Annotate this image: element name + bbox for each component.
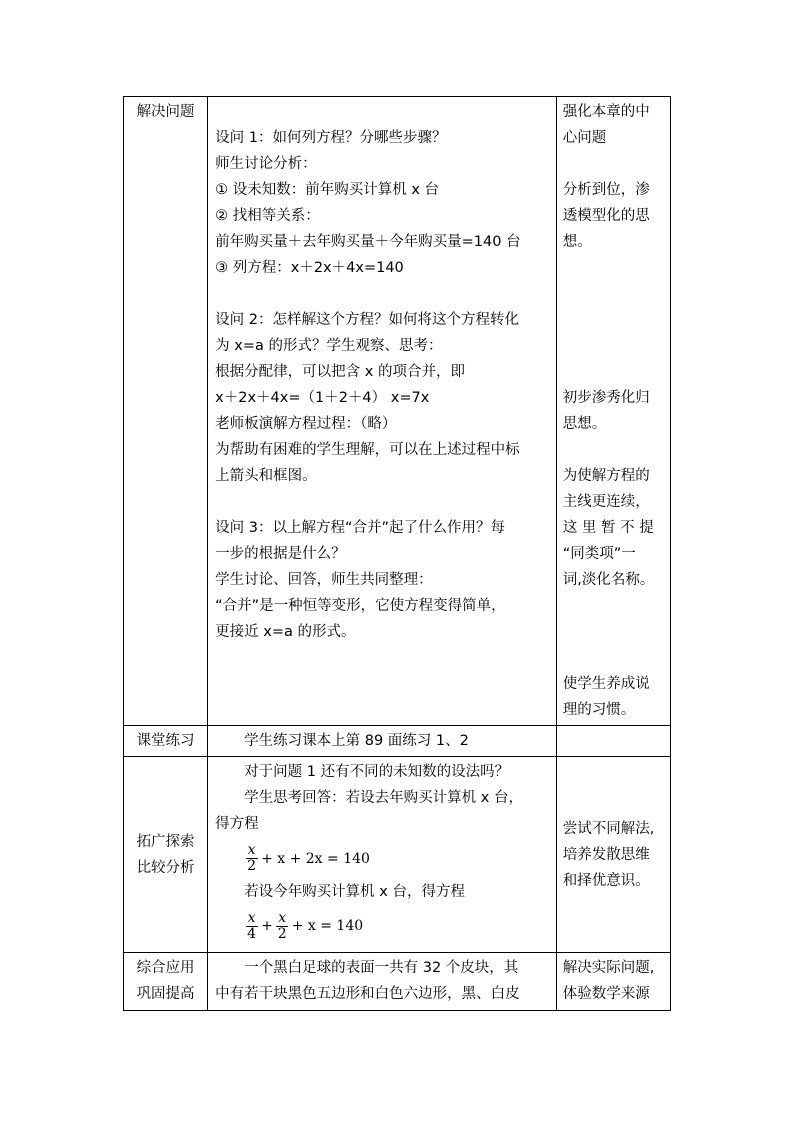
question-2: 设问 2：怎样解这个方程？如何将这个方程转化	[215, 312, 519, 328]
text-line: 得方程	[215, 816, 259, 832]
fraction	[245, 911, 258, 942]
row-practice	[124, 726, 671, 757]
note-line: “同类项”一	[562, 546, 636, 562]
text-line: “合并”是一种恒等变形，它使方程变得简单，	[215, 598, 506, 614]
apply-content	[208, 953, 557, 1011]
text-line: 一步的根据是什么？	[215, 546, 346, 562]
note-line: 培养发散思维	[562, 846, 650, 863]
row-label-apply	[124, 953, 208, 1011]
solve-content	[208, 97, 557, 726]
numerator: x	[278, 909, 287, 926]
text-line: 前年购买量＋去年购买量＋今年购买量=140 台	[215, 234, 521, 250]
apply-notes	[556, 953, 670, 1011]
equation-rest: + x = 140	[291, 918, 364, 934]
step-1: ① 设未知数：前年购买计算机 x 台	[215, 182, 440, 198]
label-text: 课堂练习	[136, 733, 195, 749]
text-line: 对于问题 1 还有不同的未知数的设法吗？	[244, 764, 510, 780]
note-line: 为使解方程的	[562, 468, 650, 484]
note-line: 透模型化的思	[562, 208, 650, 224]
text-line: 上箭头和框图。	[215, 468, 317, 484]
text-line: 若设今年购买计算机 x 台，得方程	[244, 883, 465, 900]
text-line: 中有若干块黑色五边形和白色六边形，黑、白皮	[215, 986, 520, 1002]
note-line: 分析到位，渗	[562, 182, 650, 198]
row-label-explore	[124, 757, 208, 953]
note-line: 使学生养成说	[562, 676, 650, 692]
note-line: 这 里 暂 不 提	[562, 520, 654, 536]
step-2: ② 找相等关系：	[215, 208, 320, 224]
practice-notes	[556, 726, 670, 757]
row-apply	[124, 953, 671, 1011]
text-line: 为帮助有困难的学生理解，可以在上述过程中标	[215, 442, 520, 458]
note-line: 强化本章的中	[562, 104, 650, 120]
denominator: 4	[247, 925, 257, 942]
numerator: x	[247, 909, 256, 926]
note-line: 思想。	[562, 416, 607, 432]
row-label-solve	[124, 97, 208, 726]
text-line: 师生讨论分析：	[215, 156, 317, 172]
text-line: 一个黑白足球的表面一共有 32 个皮块，其	[244, 960, 519, 976]
question-1: 设问 1：如何列方程？分哪些步骤？	[215, 130, 447, 146]
fraction	[245, 843, 258, 874]
explore-notes	[556, 757, 670, 953]
text-line: 学生思考回答：若设去年购买计算机 x 台，	[244, 790, 523, 806]
text-line: 为 x=a 的形式？学生观察、思考：	[215, 338, 443, 354]
text-line: 更接近 x=a 的形式。	[215, 624, 356, 640]
denominator: 2	[247, 858, 257, 874]
text-line: 学生讨论、回答，师生共同整理：	[215, 572, 433, 588]
plus-sign: +	[261, 918, 273, 934]
note-line: 初步渗秀化归	[562, 390, 650, 406]
practice-content	[208, 726, 557, 757]
note-line: 想。	[562, 234, 592, 250]
text-line: 根据分配律，可以把含 x 的项合并，即	[215, 364, 465, 380]
text-line: x＋2x＋4x=（1＋2＋4） x=7x	[215, 390, 430, 406]
numerator: x	[247, 842, 256, 858]
practice-text: 学生练习课本上第 89 面练习 1、2	[244, 733, 469, 749]
step-3: ③ 列方程：x＋2x＋4x=140	[215, 260, 404, 276]
text-line: 老师板演解方程过程：（略）	[215, 416, 397, 432]
equation-1	[215, 839, 370, 879]
label-text: 拓广探索	[136, 833, 195, 850]
lesson-plan-table	[123, 96, 671, 1011]
row-solve-problem	[124, 97, 671, 726]
solve-notes	[556, 97, 670, 726]
fraction	[276, 911, 289, 942]
label-text: 综合应用	[136, 960, 195, 976]
row-label-practice	[124, 726, 208, 757]
row-explore	[124, 757, 671, 953]
label-text: 解决问题	[136, 104, 195, 120]
note-line: 和择优意识。	[562, 872, 650, 889]
question-3: 设问 3：以上解方程“合并”起了什么作用？每	[215, 520, 505, 536]
denominator: 2	[277, 925, 287, 942]
note-line: 解决实际问题,	[562, 960, 655, 976]
label-text: 比较分析	[136, 859, 195, 876]
note-line: 主线更连续，	[562, 494, 650, 510]
equation-2	[215, 906, 363, 946]
note-line: 尝试不同解法,	[562, 820, 655, 837]
equation-rest: + x + 2x = 140	[261, 850, 370, 867]
label-text: 巩固提高	[136, 986, 195, 1002]
explore-content	[208, 757, 557, 953]
note-line: 心问题	[562, 130, 607, 146]
note-line: 体验数学来源	[562, 986, 650, 1002]
note-line: 词,淡化名称。	[562, 572, 655, 588]
note-line: 理的习惯。	[562, 702, 636, 718]
